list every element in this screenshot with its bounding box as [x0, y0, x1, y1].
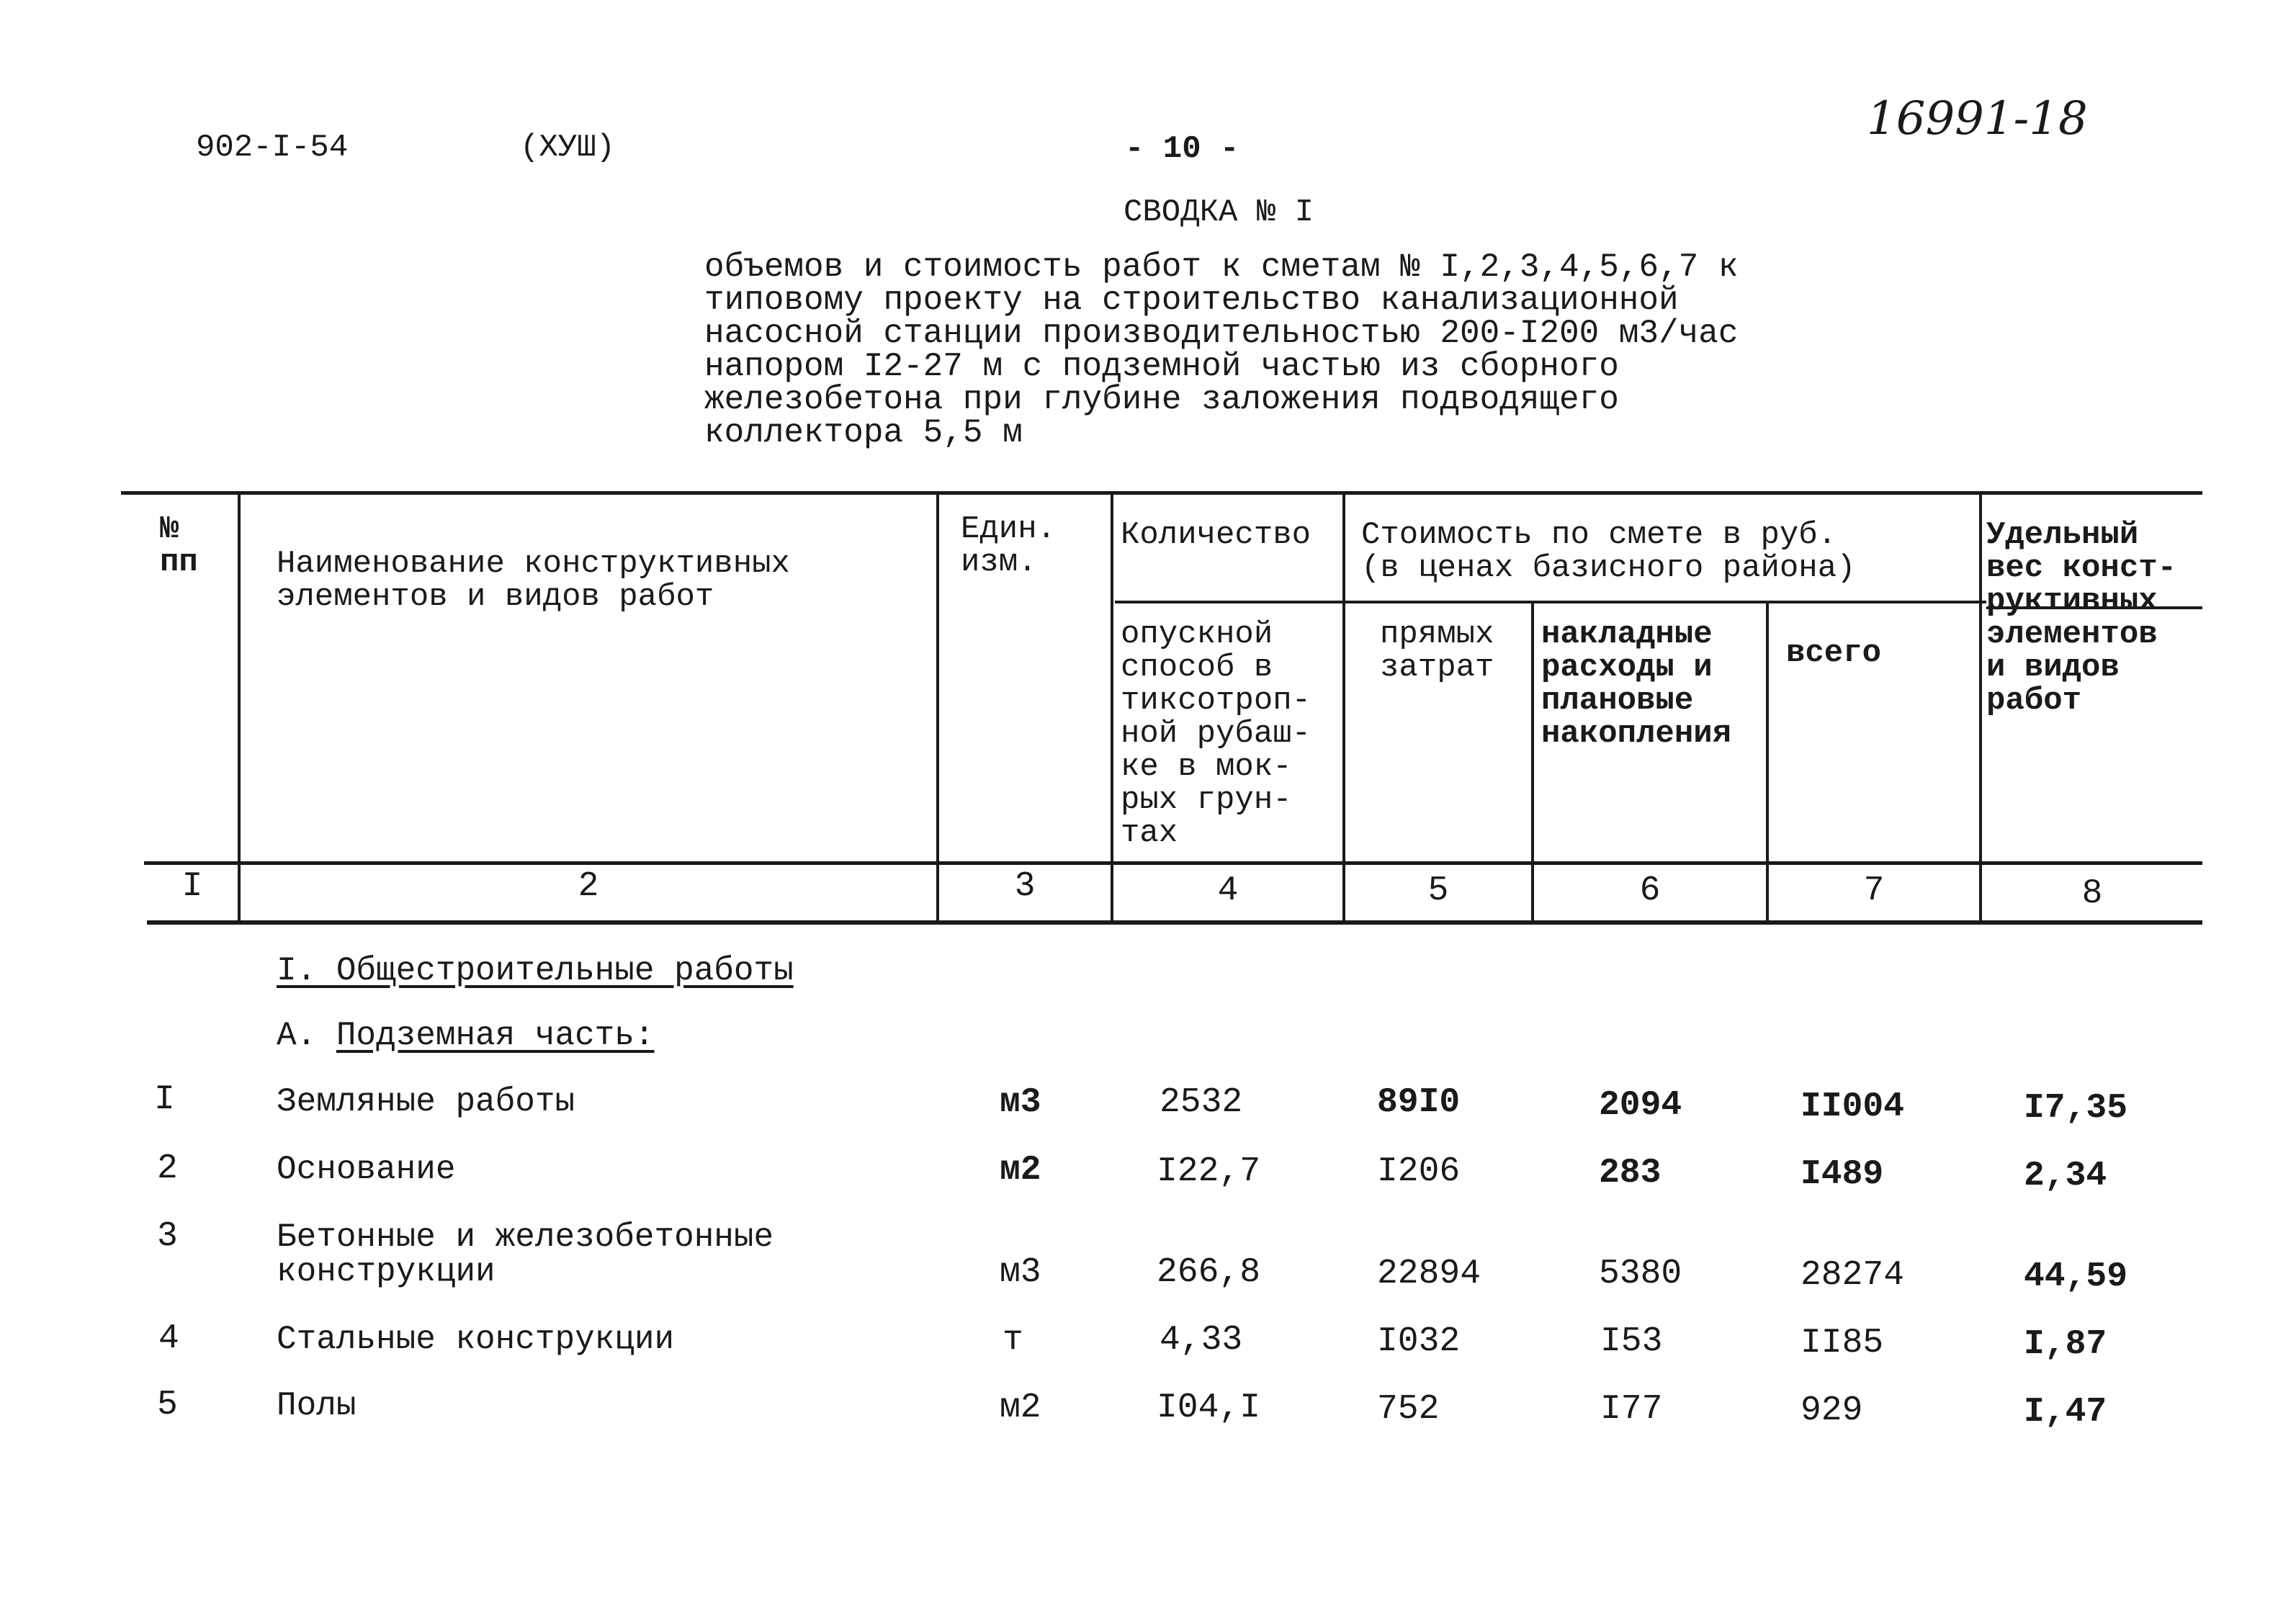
header-num: № пп: [160, 511, 198, 580]
header-cost-total: всего: [1786, 635, 1882, 671]
row-specific-weight: 2,34: [2024, 1157, 2107, 1195]
row-name: Основание: [277, 1151, 456, 1188]
row-overhead-cost: 2094: [1599, 1086, 1682, 1125]
header-cost-direct: прямых затрат: [1380, 616, 1494, 686]
description-line: коллектора 5,5 м: [704, 414, 1023, 452]
row-number: 4: [158, 1319, 179, 1358]
header-quantity: Количество: [1121, 517, 1311, 553]
row-overhead-cost: 5380: [1599, 1254, 1682, 1293]
section-heading: [277, 952, 794, 989]
row-direct-cost: I032: [1377, 1322, 1461, 1361]
description-line: железобетона при глубине заложения подводящего: [704, 381, 1619, 418]
col-divider: [1342, 491, 1345, 923]
column-number: 5: [1427, 871, 1449, 910]
header-cost-overhead: накладные расходы и плановые накопления: [1541, 616, 1732, 752]
subheader-divider: [1115, 601, 1986, 603]
row-unit: м3: [1000, 1253, 1041, 1292]
row-quantity: 2532: [1160, 1083, 1243, 1122]
row-name: Земляные работы: [277, 1083, 575, 1121]
row-unit: м3: [1000, 1083, 1041, 1122]
row-quantity: I04,I: [1157, 1388, 1261, 1427]
col-divider: [1111, 491, 1113, 923]
col-divider: [936, 491, 939, 923]
table-top-border: [121, 491, 2202, 495]
row-total-cost: 28274: [1801, 1256, 1905, 1295]
row-specific-weight: I7,35: [2024, 1089, 2128, 1128]
row-name: Стальные конструкции: [277, 1321, 675, 1358]
summary-heading: СВОДКА № I: [1124, 194, 1314, 230]
row-overhead-cost: I77: [1600, 1390, 1663, 1429]
row-overhead-cost: 283: [1599, 1154, 1662, 1193]
section-heading-text: I. Общестроительные работы: [277, 952, 794, 989]
row-number: 3: [157, 1217, 178, 1256]
row-quantity: 4,33: [1160, 1321, 1243, 1360]
column-number: 2: [578, 867, 599, 906]
row-specific-weight: I,87: [2024, 1325, 2107, 1364]
header-specific-weight: Удельный вес конст- руктивных элементов и видов работ: [1986, 517, 2177, 719]
header-quantity-method: опускной способ в тиксотроп- ной рубаш- ке в мок- рых грун- тах: [1121, 616, 1311, 851]
column-number: 4: [1217, 871, 1239, 910]
col-divider: [238, 491, 241, 923]
column-number: I: [181, 867, 203, 906]
document-code: 902-I-54: [196, 130, 349, 166]
handwritten-number: 16991-18: [1867, 92, 2088, 145]
row-unit: т: [1003, 1321, 1023, 1360]
column-number: 7: [1863, 871, 1885, 910]
row-specific-weight: I,47: [2024, 1393, 2107, 1432]
row-number: I: [154, 1080, 175, 1119]
row-number: 2: [157, 1149, 178, 1188]
row-name: Полы: [277, 1387, 356, 1424]
column-number: 6: [1639, 871, 1661, 910]
description-line: объемов и стоимость работ к сметам № I,2,3,4,5,6,7 к: [704, 248, 1739, 286]
page-number: - 10 -: [1125, 131, 1239, 167]
header-cost: Стоимость по смете в руб. (в ценах базисного района): [1361, 517, 1856, 586]
column-number: 8: [2081, 874, 2103, 913]
row-quantity: I22,7: [1157, 1152, 1261, 1191]
row-specific-weight: 44,59: [2024, 1257, 2128, 1296]
row-direct-cost: 752: [1377, 1390, 1440, 1429]
subsection-title: Подземная часть:: [336, 1017, 655, 1054]
row-total-cost: 929: [1801, 1391, 1863, 1430]
volume-label: (ХУШ): [520, 130, 616, 166]
row-name-continued: конструкции: [277, 1253, 495, 1290]
header-unit: Един. изм.: [961, 511, 1057, 580]
row-name: Бетонные и железобетонные: [277, 1218, 774, 1256]
row-total-cost: I489: [1801, 1155, 1884, 1194]
col-divider: [1979, 491, 1982, 923]
row-number: 5: [157, 1386, 178, 1424]
subsection-heading: [277, 1017, 655, 1054]
column-number: 3: [1014, 867, 1036, 906]
description-line: насосной станции производительностью 200-I200 м3/час: [704, 315, 1739, 352]
row-quantity: 266,8: [1157, 1253, 1261, 1292]
row-total-cost: II004: [1801, 1087, 1905, 1126]
row-direct-cost: I206: [1377, 1152, 1461, 1191]
summary-description: [704, 248, 1739, 452]
row-unit: м2: [1000, 1151, 1041, 1190]
description-line: типовому проекту на строительство канализационной: [704, 282, 1679, 319]
row-unit: м2: [1000, 1388, 1041, 1427]
row-overhead-cost: I53: [1600, 1322, 1663, 1361]
colnum-bottom-border: [147, 920, 2202, 925]
row-direct-cost: 22894: [1377, 1254, 1481, 1293]
subsection-letter: А.: [277, 1017, 317, 1054]
row-total-cost: II85: [1801, 1324, 1884, 1363]
row-direct-cost: 89I0: [1377, 1083, 1461, 1122]
description-line: напором I2-27 м с подземной частью из сборного: [704, 348, 1619, 385]
header-bottom-border: [144, 861, 2202, 865]
header-name: Наименование конструктивных элементов и видов работ: [277, 546, 790, 615]
